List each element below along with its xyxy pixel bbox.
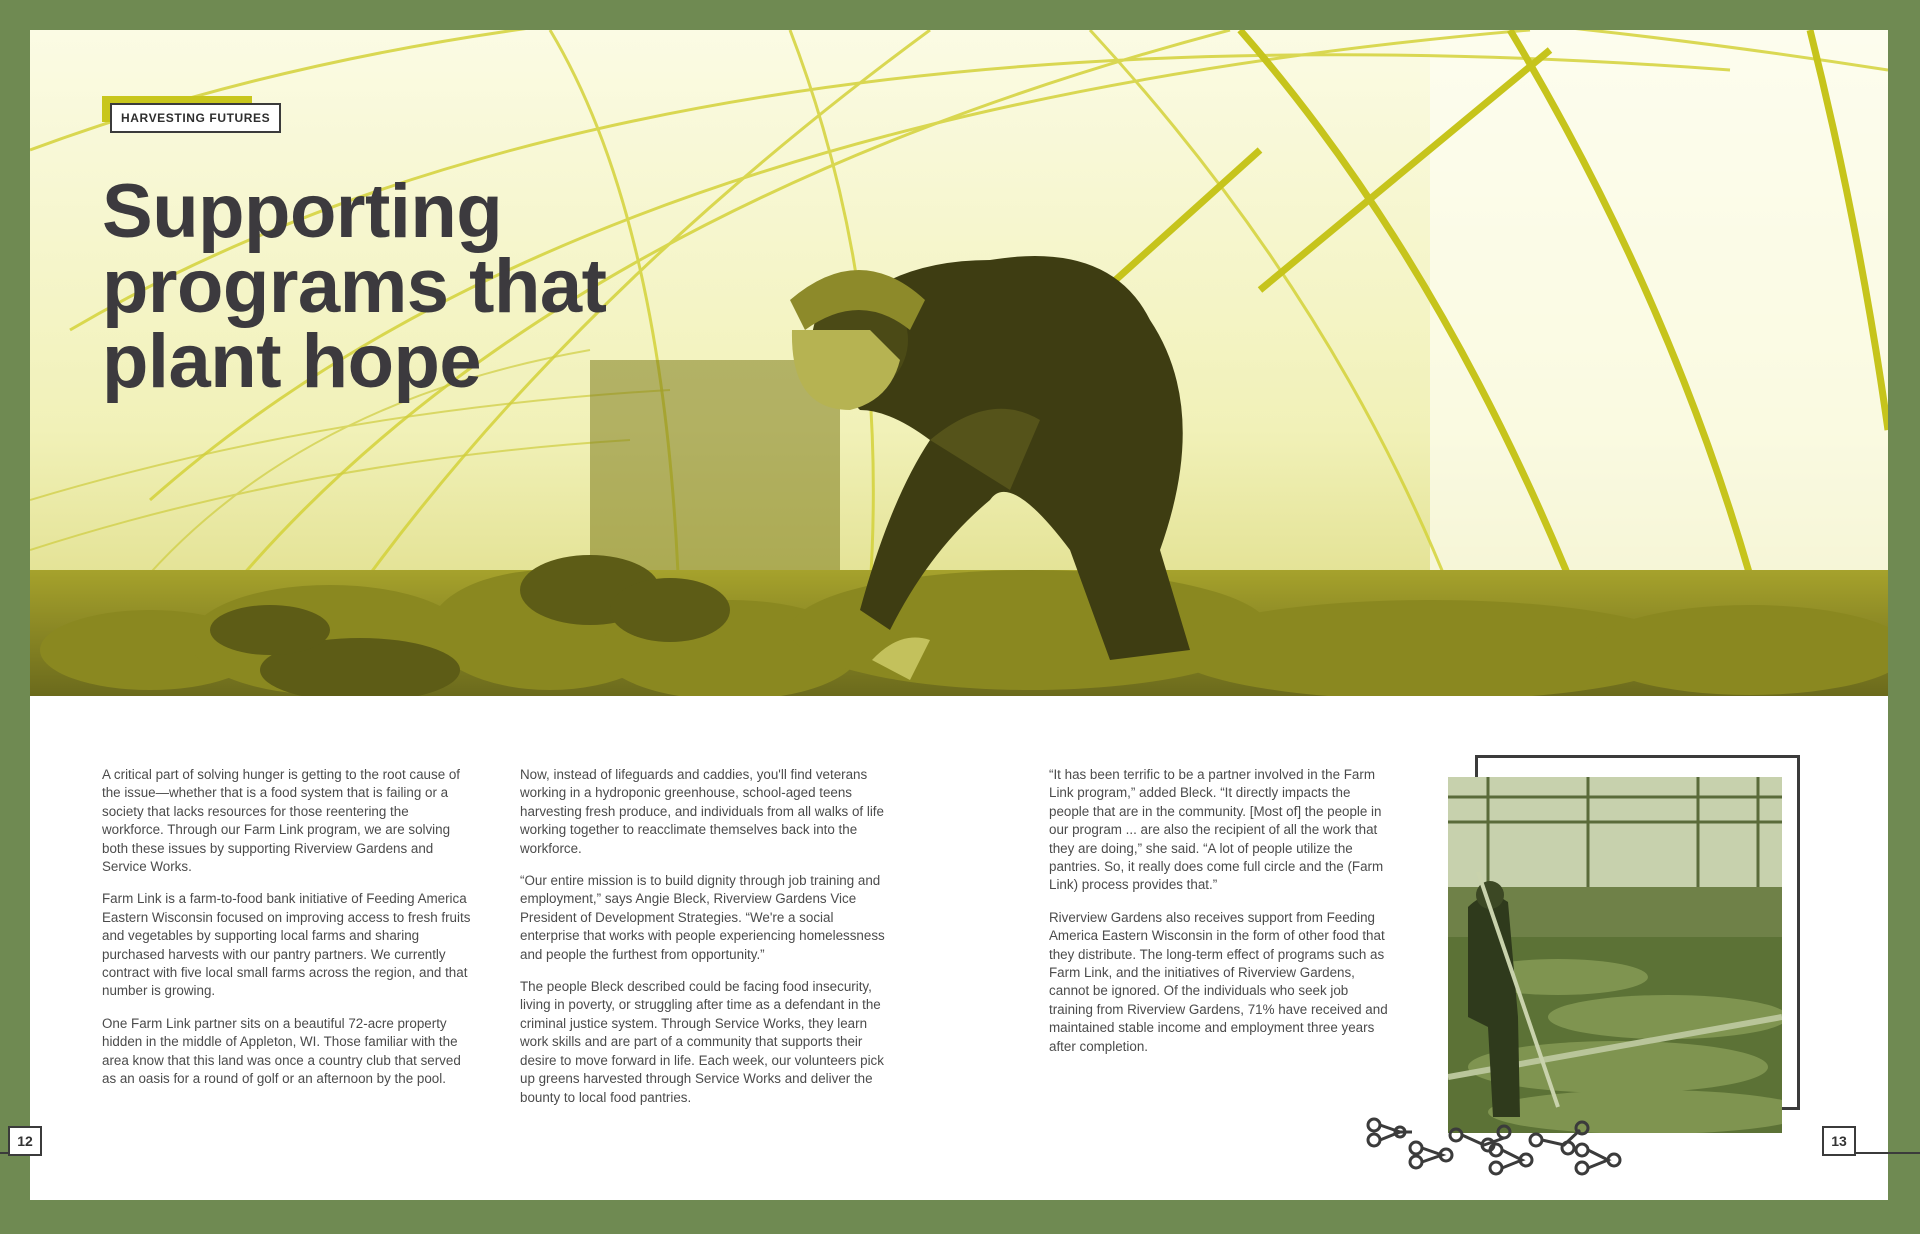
paragraph: “It has been terrific to be a partner involved in the Farm Link program,” added Bleck. “It directly impacts the people that are in the community. [Most of] the people in our program ... are also the recipient of all the work that they are doing,” she said. “A lot of people utilize the pantries. So, it really does come full circle and the (Farm Link) process provides that.” xyxy=(1049,767,1384,893)
body-column-1 xyxy=(102,766,472,1103)
paragraph: Riverview Gardens also receives support from Feeding America Eastern Wisconsin in the form of other food that they distribute. The long-term effect of programs such as Farm Link, and the initiatives of Riverview Gardens, cannot be ignored. Of the individuals who seek job training from Riverview Gardens, 71% have received and maintained stable income and employment three years after completion. xyxy=(1049,909,1388,1054)
section-label-badge xyxy=(102,96,271,130)
inset-photo xyxy=(1448,777,1782,1133)
page-number-rule xyxy=(0,1152,8,1154)
paragraph: Now, instead of lifeguards and caddies, you'll find veterans working in a hydroponic greenhouse, school-aged teens harvesting fresh produce, and individuals from all walks of life working together to reacclimate themselves back into the workforce. xyxy=(520,767,884,856)
page-number-right: 13 xyxy=(1822,1126,1856,1156)
magazine-spread xyxy=(30,30,1888,1200)
section-label: HARVESTING FUTURES xyxy=(110,103,281,133)
paragraph: One Farm Link partner sits on a beautiful 72-acre property hidden in the middle of Appleton, WI. Those familiar with the area know that this land was once a country club that served as an oasis for a round of golf or an afternoon by the pool. xyxy=(102,1015,461,1087)
paragraph: “Our entire mission is to build dignity through job training and employment,” says Angie Bleck, Riverview Gardens Vice President of Development Strategies. “We're a social enterprise that works with people experiencing homelessness and people the furthest from opportunity.” xyxy=(520,873,885,962)
hydroponic-greenhouse-illustration xyxy=(1448,777,1782,1133)
headline: Supporting programs that plant hope xyxy=(102,169,607,404)
paragraph: Farm Link is a farm-to-food bank initiative of Feeding America Eastern Wisconsin focused on improving access to fresh fruits and vegetables by supporting local farms and sharing purchased harvests with our pantry partners. We currently contract with five local small farms across the region, and that number is growing. xyxy=(102,891,471,999)
body-column-3 xyxy=(1049,766,1389,1070)
body-column-2 xyxy=(520,766,892,1121)
page-number-rule xyxy=(1856,1152,1920,1154)
paragraph: A critical part of solving hunger is getting to the root cause of the issue—whether that is a food system that is failing or a society that lacks resources for those reentering the workforce. Through our Farm Link program, we are solving both these issues by supporting Riverview Gardens and Service Works. xyxy=(102,767,461,875)
hero-photo xyxy=(30,30,1888,696)
page-number-left: 12 xyxy=(8,1126,42,1156)
molecule-decoration-icon xyxy=(1352,1110,1652,1200)
paragraph: The people Bleck described could be facing food insecurity, living in poverty, or struggling after time as a defendant in the criminal justice system. Through Service Works, they learn work skills and are part of a community that supports their desire to move forward in life. Each week, our volunteers pick up greens harvested through Service Works and deliver the bounty to local food pantries. xyxy=(520,979,884,1105)
